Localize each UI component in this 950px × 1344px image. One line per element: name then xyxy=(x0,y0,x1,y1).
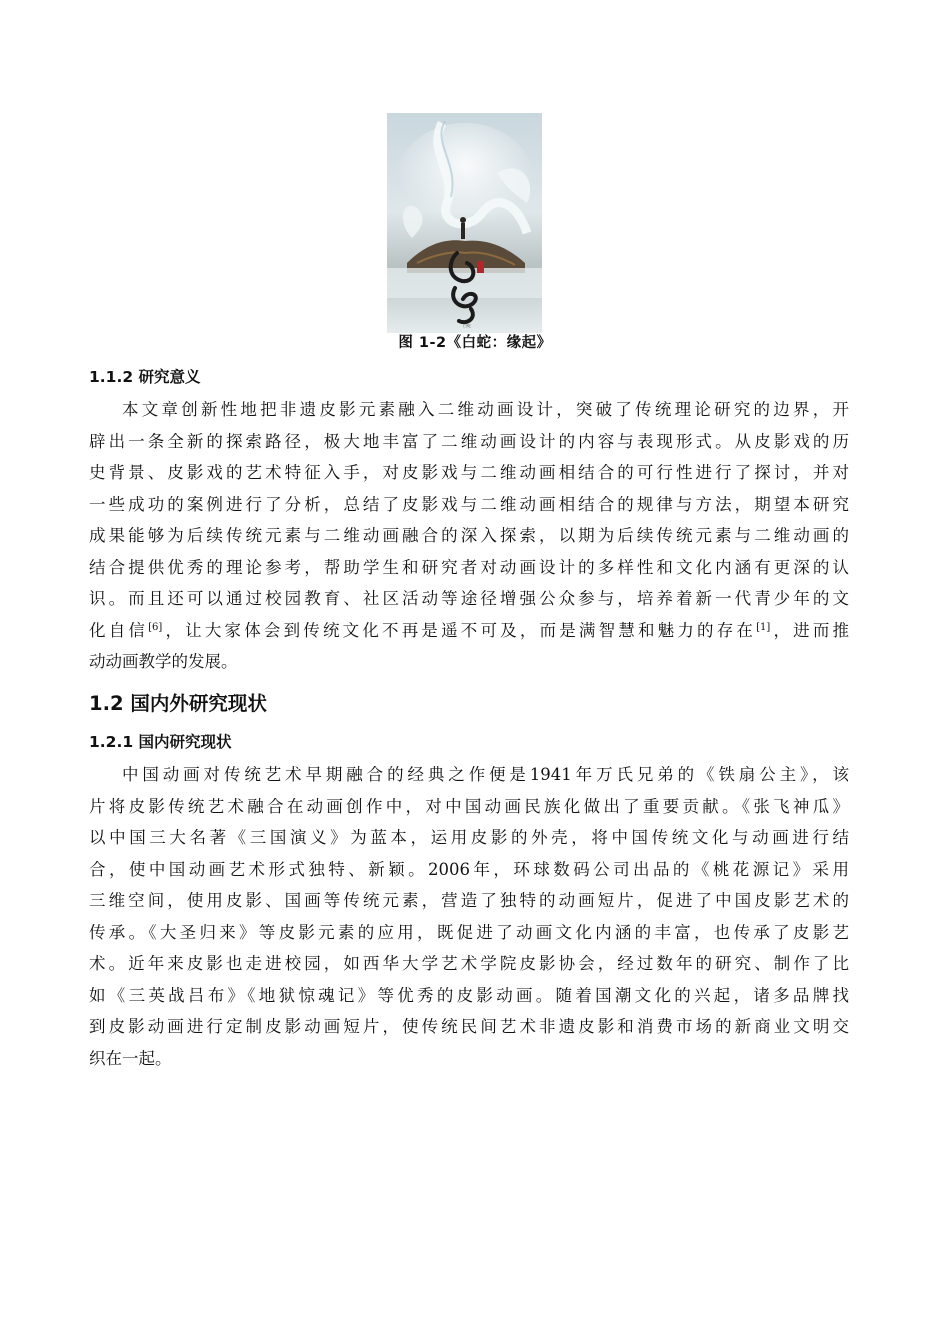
paragraph-line: 中国动画对传统艺术早期融合的经典之作便是1941年万氏兄弟的《铁扇公主》，该 xyxy=(122,765,849,784)
paragraph-line: 史背景、皮影戏的艺术特征入手，对皮影戏与二维动画相结合的可行性进行了探讨，并对 xyxy=(89,463,849,482)
text-run: ，进而推 xyxy=(770,620,850,640)
paragraph-line: 辟出一条全新的探索路径，极大地丰富了二维动画设计的内容与表现形式。从皮影戏的历 xyxy=(89,431,849,451)
paragraph-line: 如《三英战吕布》《地狱惊魂记》等优秀的皮影动画。随着国潮文化的兴起，诸多品牌找 xyxy=(89,985,849,1005)
citation-1[interactable]: [1] xyxy=(756,621,771,633)
paragraph-line: 片将皮影传统艺术融合在动画创作中，对中国动画民族化做出了重要贡献。《张飞神瓜》 xyxy=(89,796,849,816)
paragraph-line-with-citations xyxy=(89,615,849,647)
text-run: ，让大家体会到传统文化不再是遥不可及，而是满智慧和魅力的存在 xyxy=(162,620,757,640)
paragraph-line: 术。近年来皮影也走进校园，如西华大学艺术学院皮影协会，经过数年的研究、制作了比 xyxy=(89,954,849,973)
figure-caption: 图 1-2《白蛇：缘起》 xyxy=(398,335,552,351)
poster-title-text: 白蛇 xyxy=(463,323,471,328)
paragraph-line: 织在一起。 xyxy=(89,1048,172,1068)
paragraph-line: 成果能够为后续传统元素与二维动画融合的深入探索，以期为后续传统元素与二维动画的 xyxy=(89,526,849,545)
paragraph-line: 到皮影动画进行定制皮影动画短片，使传统民间艺术非遗皮影和消费市场的新商业文明交 xyxy=(89,1017,849,1036)
paragraph-line: 合，使中国动画艺术形式独特、新颖。2006年，环球数码公司出品的《桃花源记》采用 xyxy=(89,859,849,879)
text-run: 化自信 xyxy=(89,620,149,640)
paragraph-research-significance xyxy=(89,394,849,678)
paragraph-line: 识。而且还可以通过校园教育、社区活动等途径增强公众参与，培养着新一代青少年的文 xyxy=(89,589,849,608)
section-heading-1-2-1: 1.2.1 国内研究现状 xyxy=(89,733,232,751)
section-heading-1-2: 1.2 国内外研究现状 xyxy=(89,692,267,715)
paragraph-domestic-research xyxy=(89,759,849,1074)
figure-white-snake-poster xyxy=(387,113,542,333)
poster-image xyxy=(387,113,542,333)
paragraph-line: 结合提供优秀的理论参考，帮助学生和研究者对动画设计的多样性和文化内涵有更深的认 xyxy=(89,557,849,577)
paragraph-line: 以中国三大名著《三国演义》为蓝本，运用皮影的外壳，将中国传统文化与动画进行结 xyxy=(89,828,849,847)
paragraph-line: 传承。《大圣归来》等皮影元素的应用，既促进了动画文化内涵的丰富，也传承了皮影艺 xyxy=(89,922,849,942)
section-heading-1-1-2: 1.1.2 研究意义 xyxy=(89,368,201,386)
citation-6[interactable]: [6] xyxy=(148,621,163,633)
paragraph-line: 动动画教学的发展。 xyxy=(89,652,238,671)
paragraph-line: 三维空间，使用皮影、国画等传统元素，营造了独特的动画短片，促进了中国皮影艺术的 xyxy=(89,891,849,910)
paragraph-line: 本文章创新性地把非遗皮影元素融入二维动画设计，突破了传统理论研究的边界，开 xyxy=(122,400,849,419)
paragraph-line: 一些成功的案例进行了分析，总结了皮影戏与二维动画相结合的规律与方法，期望本研究 xyxy=(89,494,849,514)
